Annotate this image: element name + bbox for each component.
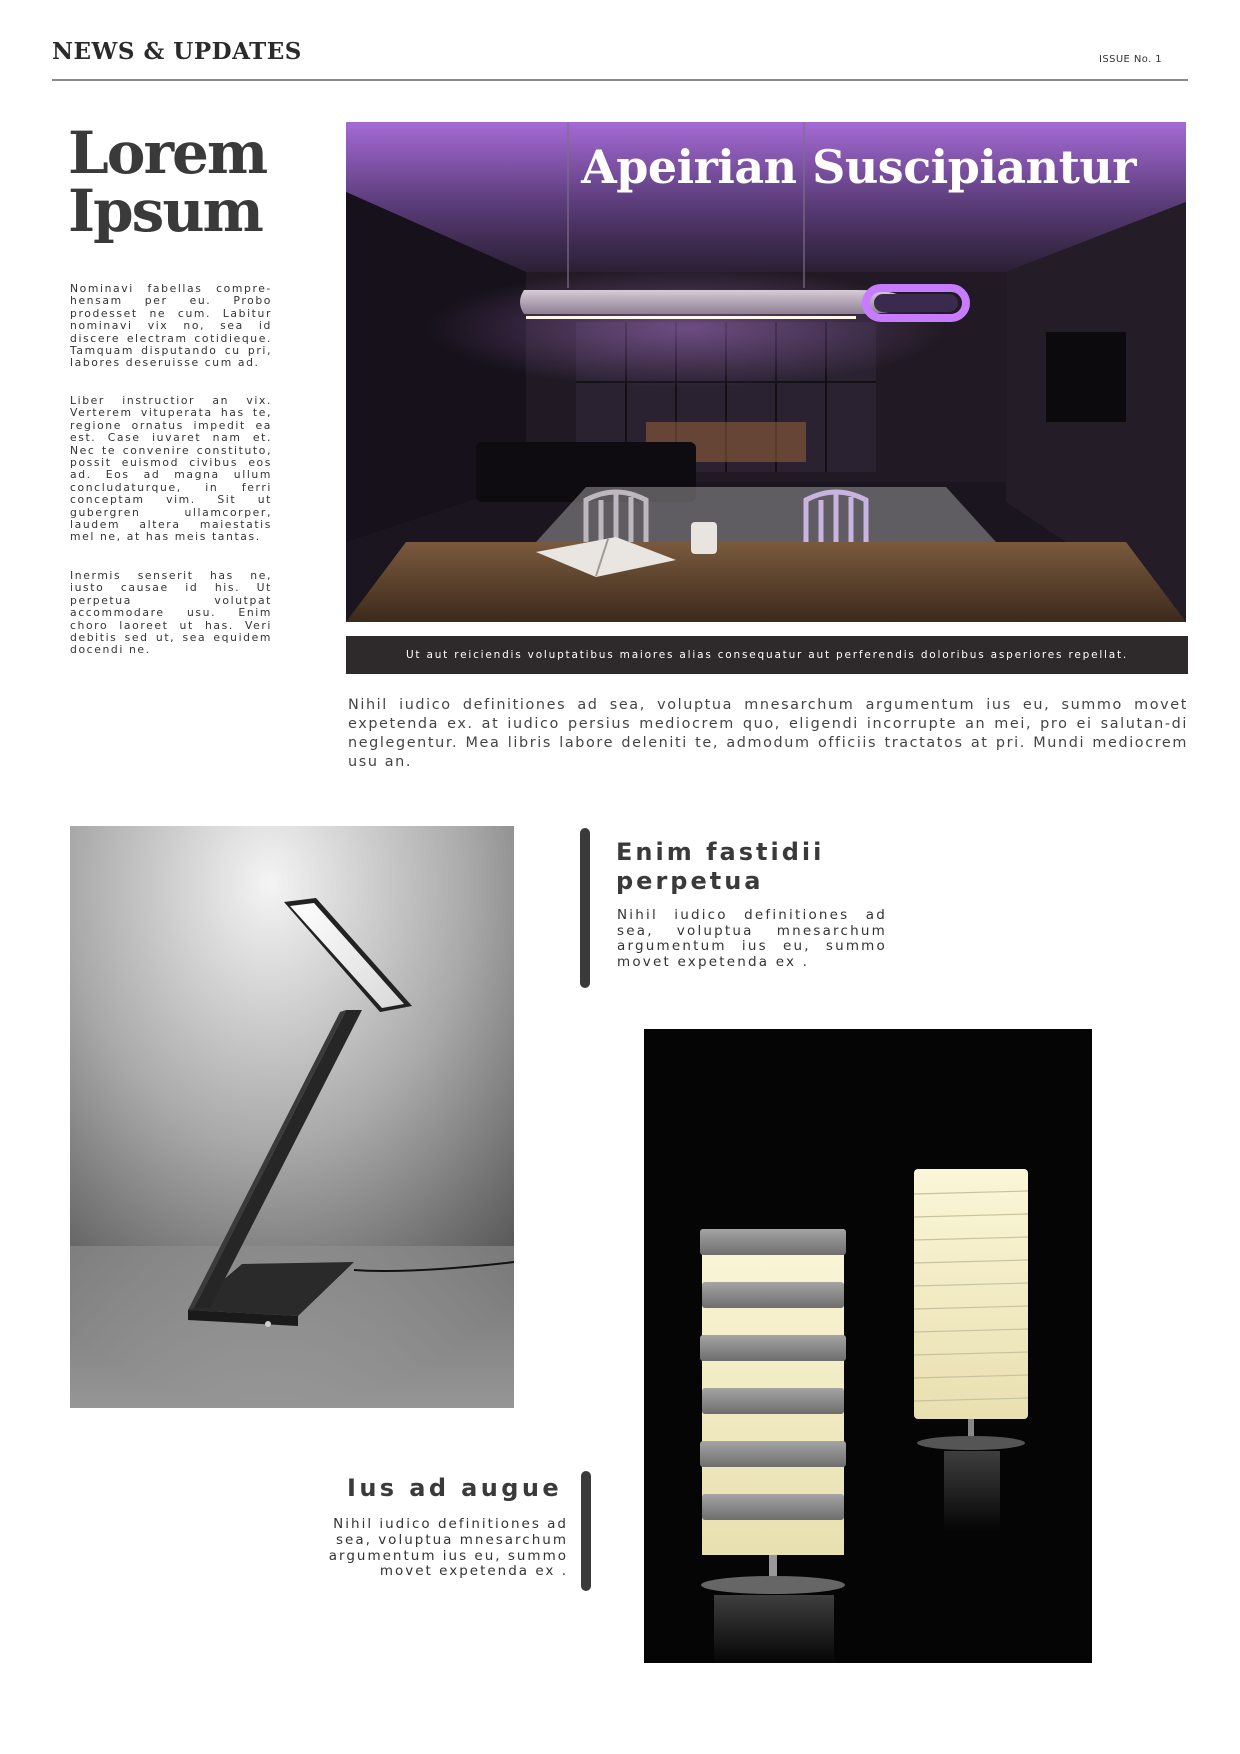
standing-lamps-image <box>644 1029 1092 1663</box>
body-paragraph-3: Inermis senserit has ne, iusto causae id his. Ut perpetua volutpat accommodare usu. Enim choro laoreet ut has. Veri debitis sed ut, sea equidem docendi ne. <box>70 569 272 657</box>
issue-number: ISSUE No. 1 <box>1098 54 1162 65</box>
hero-image <box>346 122 1186 622</box>
standing-lamps-illustration <box>644 1029 1092 1663</box>
feature-accent-bar <box>581 1471 591 1591</box>
masthead: NEWS & UPDATES <box>52 38 302 65</box>
feature-2-body: Nihil iudico definitiones ad sea, voluptua mnesarchum argumentum ius eu, summo movet expetenda ex . <box>328 1516 568 1580</box>
feature-1-title: Enim fastidii perpetua <box>616 838 825 895</box>
hero-title: Apeirian Suscipiantur <box>581 140 1136 194</box>
header-rule <box>52 79 1188 81</box>
desk-lamp-image <box>70 826 514 1408</box>
feature-1-body: Nihil iudico definitiones ad sea, voluptua mnesarchum argumentum ius eu, summo movet expetenda ex . <box>617 907 887 970</box>
feature-2-title: Ius ad augue <box>346 1474 562 1502</box>
body-paragraph-2: Liber instructior an vix. Verterem vituperata has te, regione ornatus impedit ea est. Case iuvaret nam et. Nec te convenire constituto, possit euismod civibus eos ad. Eos ad magna ullum concludaturque, in ferri conceptam vim. Sit ut gubergren ullamcorper, laudem altera maiestatis mel ne, at has meis tantas. <box>70 394 272 544</box>
hero-caption: Ut aut reiciendis voluptatibus maiores alias consequatur aut perferendis doloribus asperiores repellat. <box>346 636 1188 674</box>
feature-accent-bar <box>580 828 590 988</box>
desk-lamp-illustration <box>70 826 514 1408</box>
lead-paragraph: Nihil iudico definitiones ad sea, voluptua mnesarchum argumentum ius eu, summo movet expetenda ex. at iudico persius mediocrem quo, eligendi incorrupte an mei, pro ei salutan-di neglegentur. Mea libris labore deleniti te, admodum officiis tractatos at pri. Mundi mediocrem usu an. <box>348 697 1188 770</box>
body-paragraph-1: Nominavi fabellas compre-hensam per eu. Probo prodesset ne cum. Labitur nominavi vix no, sea id discere electram cotidieque. Tamquam disputando cu pri, labores deseruisse cum ad. <box>70 282 272 370</box>
article-title: Lorem Ipsum <box>68 119 267 245</box>
pendant-lamp-room-illustration <box>346 122 1186 622</box>
